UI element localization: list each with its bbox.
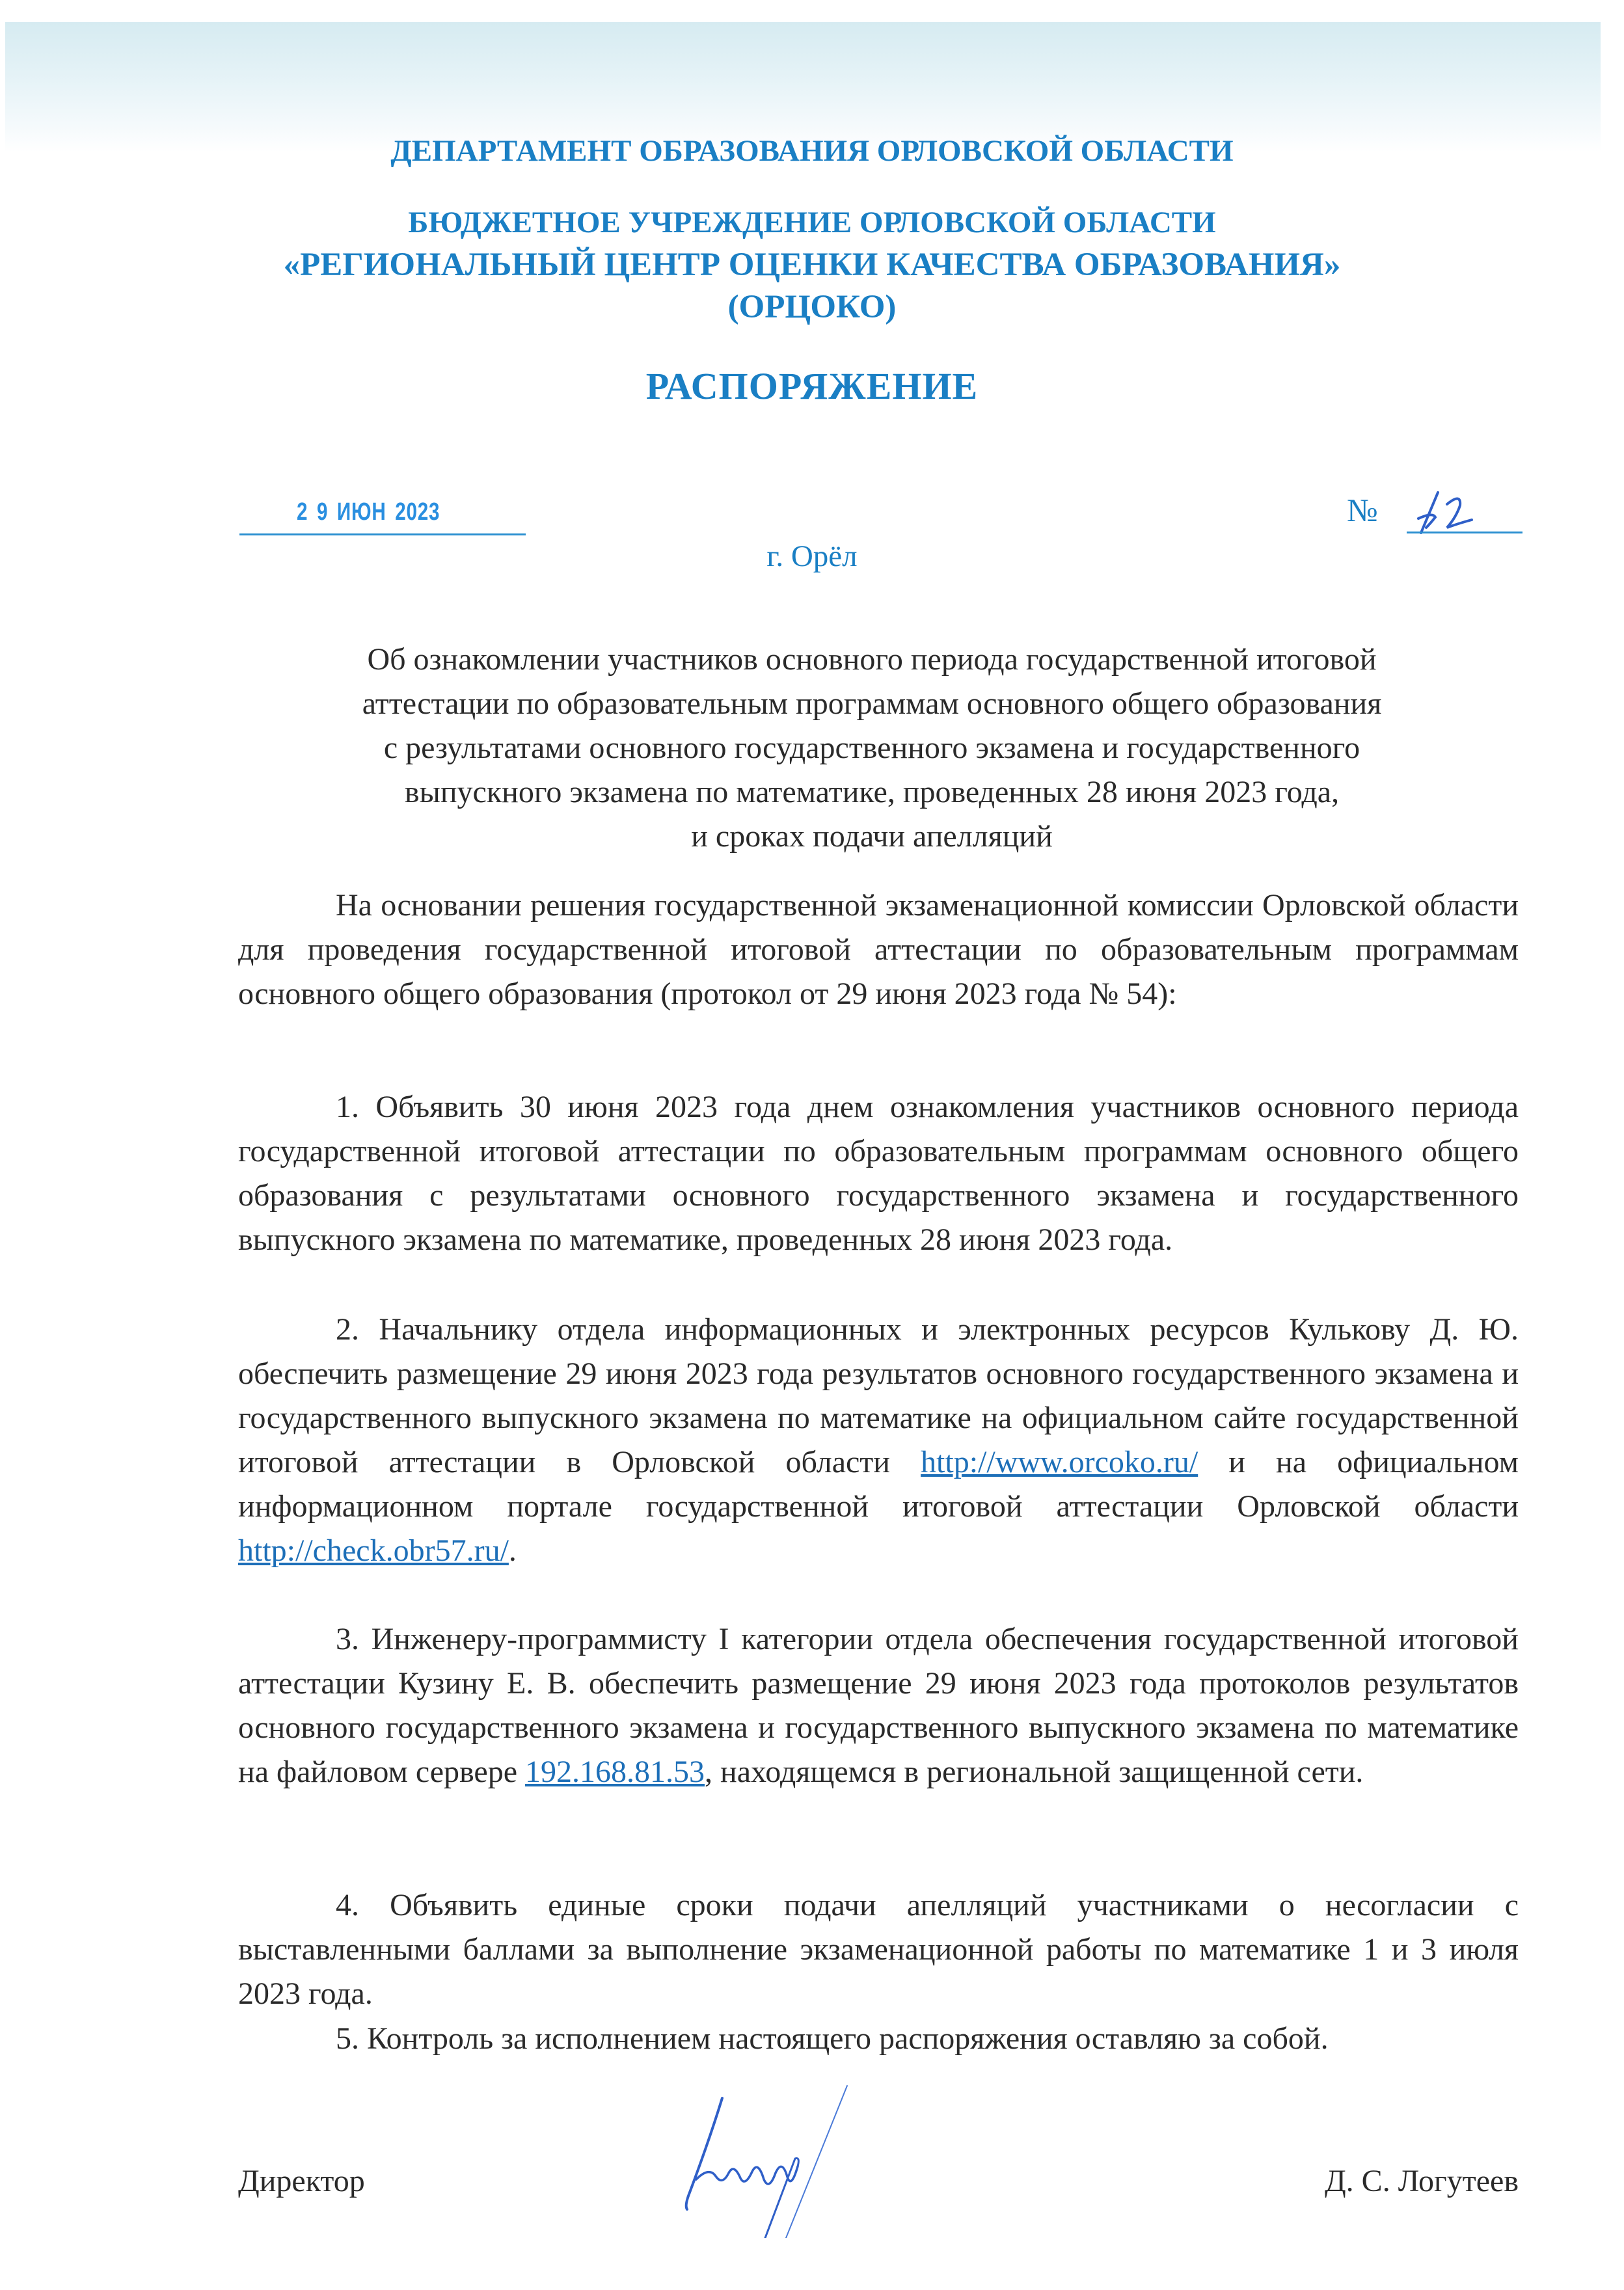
institution-name-line1: БЮДЖЕТНОЕ УЧРЕЖДЕНИЕ ОРЛОВСКОЙ ОБЛАСТИ [408, 206, 1216, 239]
document-type-title: РАСПОРЯЖЕНИЕ [645, 365, 979, 407]
document-number-field [1347, 491, 1529, 537]
signatory-name: Д. С. Логутеев [1324, 2164, 1519, 2198]
order-item-5: 5. Контроль за исполнением настоящего распоряжения оставляю за собой. [336, 2021, 1329, 2056]
date-field [239, 494, 526, 535]
check-portal-link[interactable]: http://check.obr57.ru/ [238, 1533, 509, 1568]
orcoko-site-link[interactable]: http://www.orcoko.ru/ [921, 1445, 1198, 1479]
subject-line: Об ознакомлении участников основного периода государственной итоговой [367, 642, 1377, 677]
item-2-text-c: . [508, 1533, 517, 1568]
director-signature [625, 2082, 924, 2238]
item-2-text-b: и на официальном информационном портале государственной итоговой аттестации Орловской области [238, 1445, 1519, 1524]
subject-line: аттестации по образовательным программам основного общего образования [362, 686, 1382, 721]
document-subject [247, 638, 1496, 859]
intro-paragraph: На основании решения государственной экзаменационной комиссии Орловской области для проведения государственной итоговой аттестации по образовательным программам основного общего образования (протокол от 29 июня 2023 года № 54): [238, 888, 1519, 1011]
subject-line: с результатами основного государственного экзамена и государственного [383, 731, 1360, 765]
file-server-link[interactable]: 192.168.81.53 [525, 1755, 705, 1789]
signatory-role: Директор [238, 2164, 365, 2198]
city-name: г. Орёл [766, 539, 858, 573]
date-stamp: 2 9 ИЮН 2023 [297, 498, 440, 526]
order-item-2 [238, 1308, 1519, 1573]
scan-background-band [5, 22, 1601, 152]
institution-name-line2: «РЕГИОНАЛЬНЫЙ ЦЕНТР ОЦЕНКИ КАЧЕСТВА ОБРАЗОВАНИЯ» [283, 247, 1341, 283]
signature-block [238, 2163, 1519, 2209]
subject-line: и сроках подачи апелляций [691, 819, 1053, 854]
institution-abbreviation: (ОРЦОКО) [727, 289, 897, 325]
order-item-3 [238, 1617, 1519, 1794]
item-2-text-a: 2. Начальнику отдела информационных и электронных ресурсов Кулькову Д. Ю. обеспечить размещение 29 июня 2023 года результатов основного государственного экзамена и государственного выпускного экзамена по математике на официальном сайте государственной итоговой аттестации в Орловской области [238, 1312, 1519, 1479]
number-underline [1407, 532, 1522, 533]
order-item-1: 1. Объявить 30 июня 2023 года днем ознакомления участников основного периода государственной итоговой аттестации по образовательным программам основного общего образования с результатами основного государственного экзамена и государственного выпускного экзамена по математике, проведенных 28 июня 2023 года. [238, 1090, 1519, 1257]
order-item-4: 4. Объявить единые сроки подачи апелляций участниками о несогласии с выставленными баллами за выполнение экзаменационной работы по математике 1 и 3 июля 2023 года. [238, 1888, 1519, 2011]
department-header: ДЕПАРТАМЕНТ ОБРАЗОВАНИЯ ОРЛОВСКОЙ ОБЛАСТИ [390, 134, 1234, 168]
item-3-text-a: 3. Инженеру-программисту I категории отдела обеспечения государственной итоговой аттестации Кузину Е. В. обеспечить размещение 29 июня 2023 года протоколов результатов основного государственного экзамена и государственного выпускного экзамена по математике на файловом сервере [238, 1622, 1519, 1789]
item-3-text-b: , находящемся в региональной защищенной сети. [705, 1755, 1364, 1789]
subject-line: выпускного экзамена по математике, проведенных 28 июня 2023 года, [404, 775, 1340, 809]
handwritten-number [1407, 486, 1478, 538]
number-sign: № [1347, 492, 1378, 528]
